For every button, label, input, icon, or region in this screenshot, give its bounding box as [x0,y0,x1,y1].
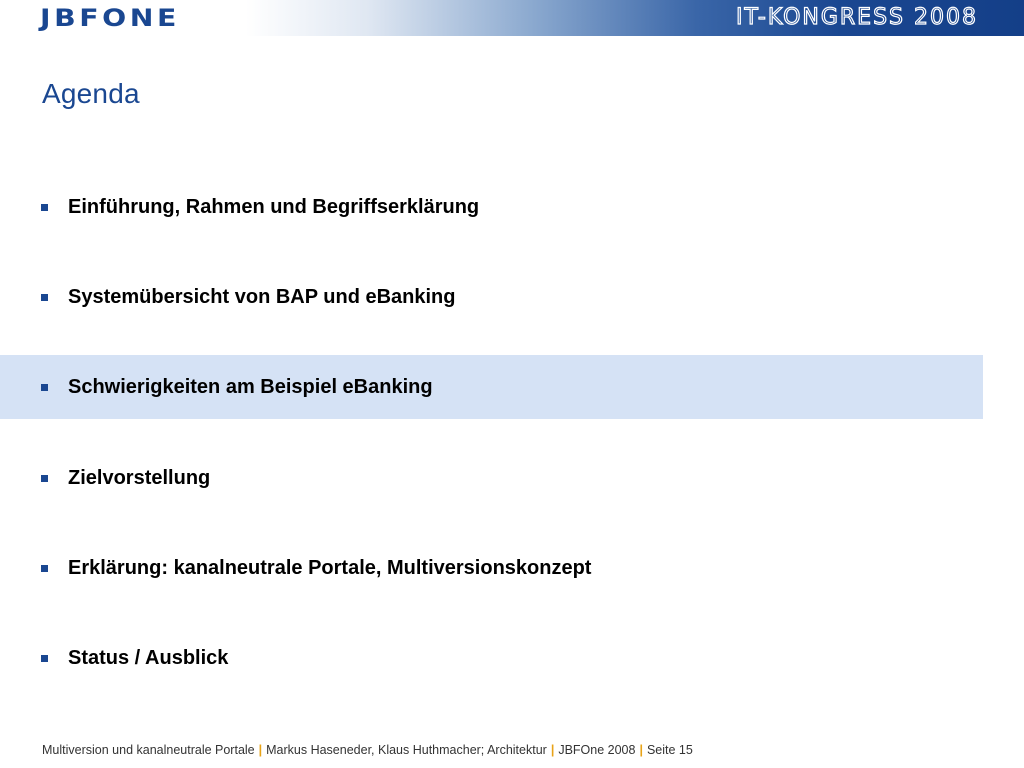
agenda-item [0,446,983,510]
footer-separator: | [639,743,643,757]
agenda-item-current [0,355,983,419]
footer [42,743,693,757]
agenda-item-label: Schwierigkeiten am Beispiel eBanking [68,375,433,398]
footer-page-number: Seite 15 [646,743,693,757]
footer-separator: | [258,743,263,757]
agenda-item-label: Zielvorstellung [68,466,211,489]
square-bullet-icon [41,204,48,211]
square-bullet-icon [41,565,48,572]
square-bullet-icon [41,294,48,301]
agenda-item [0,626,983,690]
agenda-item [0,536,983,600]
jbfone-logo: JBFONE [40,4,180,32]
agenda-item-label: Status / Ausblick [68,646,229,669]
page-title: Agenda [42,78,140,109]
agenda-item-label: Erklärung: kanalneutrale Portale, Multiversionskonzept [68,556,592,579]
square-bullet-icon [41,655,48,662]
footer-speakers: Markus Haseneder, Klaus Huthmacher; Architektur [266,743,547,757]
square-bullet-icon [41,475,48,482]
footer-separator: | [550,743,555,757]
agenda-item-label: Einführung, Rahmen und Begriffserklärung [68,195,480,218]
footer-talk-title: Multiversion und kanalneutrale Portale [42,743,255,757]
agenda-item-label: Systemübersicht von BAP und eBanking [68,285,456,308]
footer-event: JBFOne 2008 [558,743,636,757]
agenda-item [0,265,983,329]
conference-title: IT-KONGRESS 2008 [736,5,978,30]
agenda-item [0,175,983,239]
square-bullet-icon [41,384,48,391]
